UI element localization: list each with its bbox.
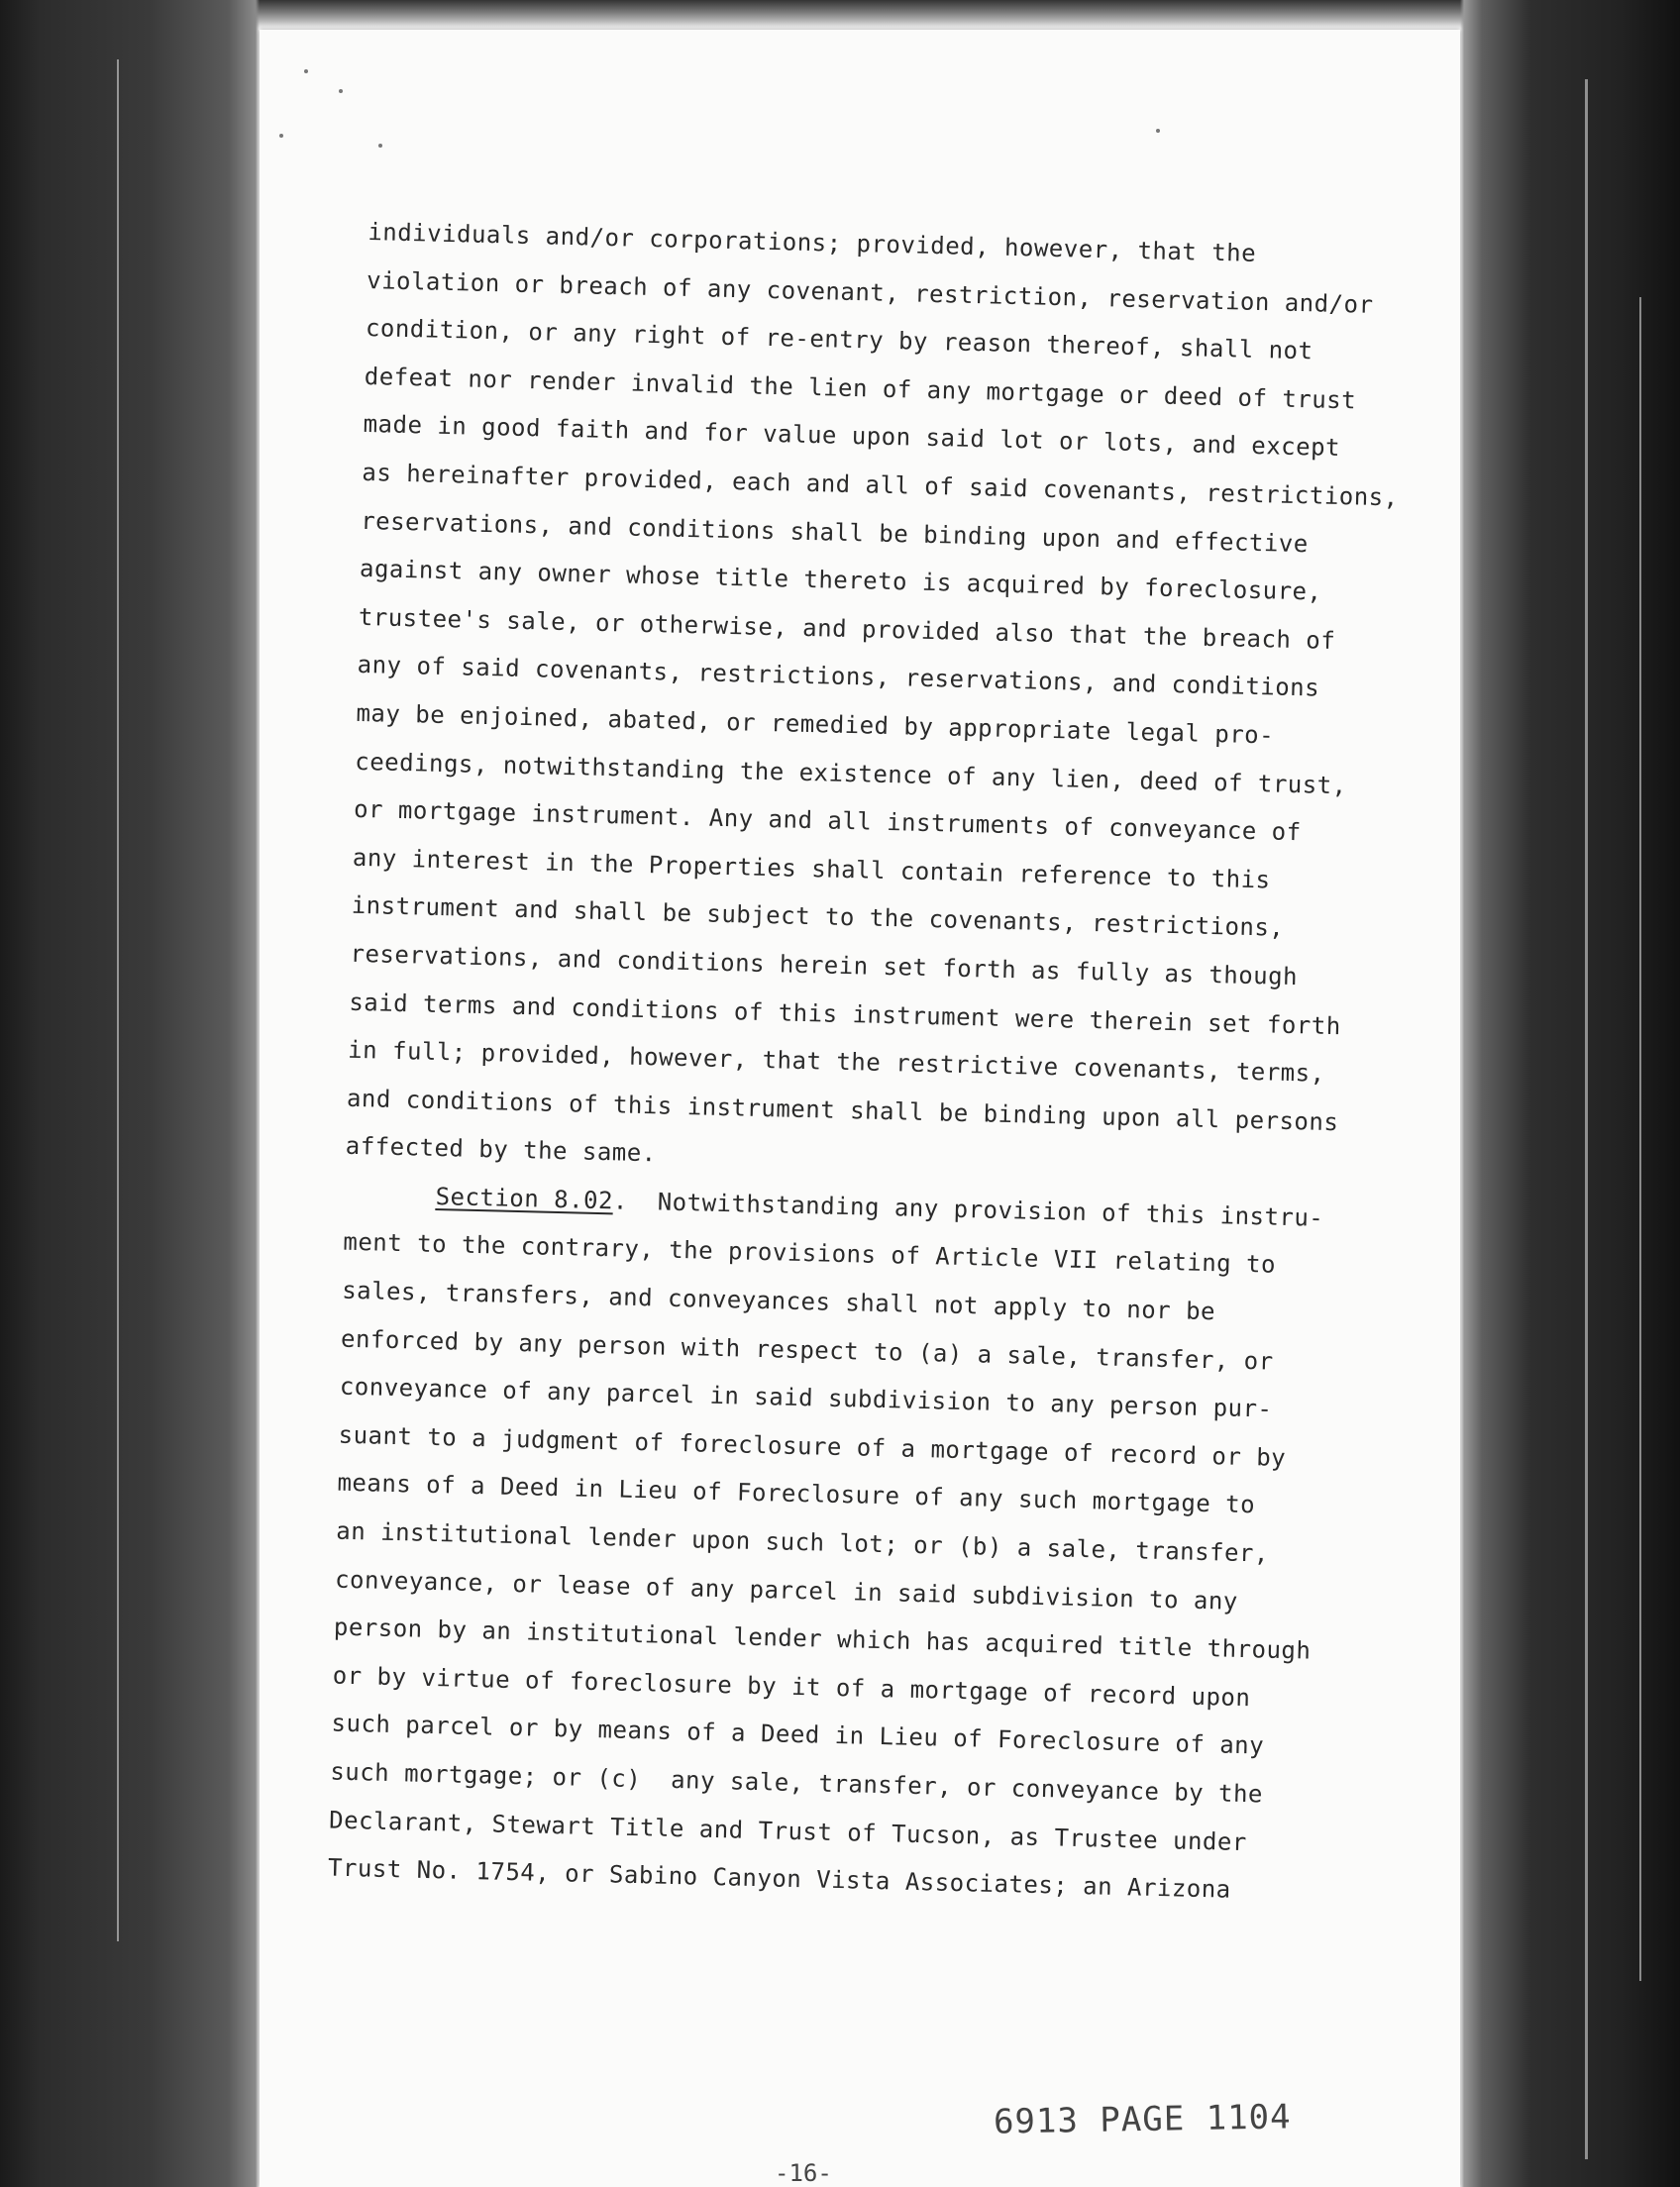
- text-line: sales, transfers, and conveyances shall not apply to nor be: [341, 1276, 1216, 1326]
- text-line: or by virtue of foreclosure by it of a mortgage of record upon: [332, 1661, 1251, 1713]
- text-line: affected by the same.: [345, 1132, 658, 1168]
- text-line: defeat nor render invalid the lien of any mortgage or deed of trust: [364, 362, 1357, 415]
- text-line: such parcel or by means of a Deed in Lieu of Foreclosure of any: [331, 1709, 1265, 1760]
- speck: [304, 69, 308, 73]
- text-line: reservations, and conditions shall be binding upon and effective: [360, 506, 1310, 558]
- text-line: conveyance, or lease of any parcel in said subdivision to any: [334, 1565, 1239, 1615]
- text-line: individuals and/or corporations; provided, however, that the: [368, 217, 1257, 267]
- text-line: trustee's sale, or otherwise, and provided also that the breach of: [358, 602, 1336, 655]
- text-line: Declarant, Stewart Title and Trust of Tucson, as Trustee under: [328, 1806, 1248, 1856]
- speck: [339, 89, 343, 93]
- text-line: in full; provided, however, that the restrictive covenants, terms,: [347, 1035, 1325, 1088]
- speck: [378, 144, 382, 148]
- text-line: as hereinafter provided, each and all of said covenants, restrictions,: [362, 458, 1399, 512]
- text-line: suant to a judgment of foreclosure of a mortgage of record or by: [338, 1420, 1287, 1472]
- text-line: ceedings, notwithstanding the existence of any lien, deed of trust,: [355, 747, 1348, 799]
- text-line: enforced by any person with respect to (a) a sale, transfer, or: [340, 1324, 1274, 1376]
- text-line: instrument and shall be subject to the covenants, restrictions,: [351, 891, 1285, 943]
- speck: [1156, 129, 1160, 133]
- text-line: or mortgage instrument. Any and all instruments of conveyance of: [353, 794, 1302, 847]
- text-line: said terms and conditions of this instrument were therein set forth: [349, 988, 1342, 1040]
- section-label: Section 8.02: [435, 1182, 614, 1215]
- text-line: conveyance of any parcel in said subdivision to any person pur-: [339, 1372, 1273, 1423]
- text-line: violation or breach of any covenant, restriction, reservation and/or: [366, 265, 1374, 319]
- text-line: an institutional lender upon such lot; or (b) a sale, transfer,: [336, 1516, 1270, 1568]
- recording-reference: 6913 PAGE 1104: [993, 2097, 1292, 2142]
- text-line: such mortgage; or (c) any sale, transfer, or conveyance by the: [330, 1757, 1264, 1809]
- text-line: person by an institutional lender which has acquired title through: [333, 1613, 1312, 1665]
- text-line: may be enjoined, abated, or remedied by appropriate legal pro-: [356, 698, 1275, 750]
- text-line: reservations, and conditions herein set forth as fully as though: [350, 939, 1299, 991]
- scan-streak: [1585, 79, 1588, 2159]
- text-line: ment to the contrary, the provisions of Article VII relating to: [343, 1228, 1277, 1280]
- scan-streak: [1639, 297, 1641, 1981]
- text-line: Trust No. 1754, or Sabino Canyon Vista Associates; an Arizona: [327, 1853, 1232, 1904]
- section-text: . Notwithstanding any provision of this instru-: [612, 1187, 1324, 1232]
- scan-streak: [117, 59, 119, 1941]
- text-line: and conditions of this instrument shall be binding upon all persons: [346, 1084, 1339, 1136]
- speck: [279, 134, 283, 138]
- document-body: [327, 208, 1457, 1919]
- text-line: made in good faith and for value upon said lot or lots, and except: [363, 410, 1341, 463]
- page-number: -16-: [775, 2159, 832, 2187]
- text-line: any interest in the Properties shall contain reference to this: [352, 843, 1271, 894]
- text-line: against any owner whose title thereto is acquired by foreclosure,: [359, 555, 1322, 606]
- text-line: any of said covenants, restrictions, reservations, and conditions: [357, 651, 1320, 702]
- text-line: means of a Deed in Lieu of Foreclosure of any such mortgage to: [337, 1469, 1256, 1519]
- text-line: condition, or any right of re-entry by reason thereof, shall not: [365, 314, 1313, 365]
